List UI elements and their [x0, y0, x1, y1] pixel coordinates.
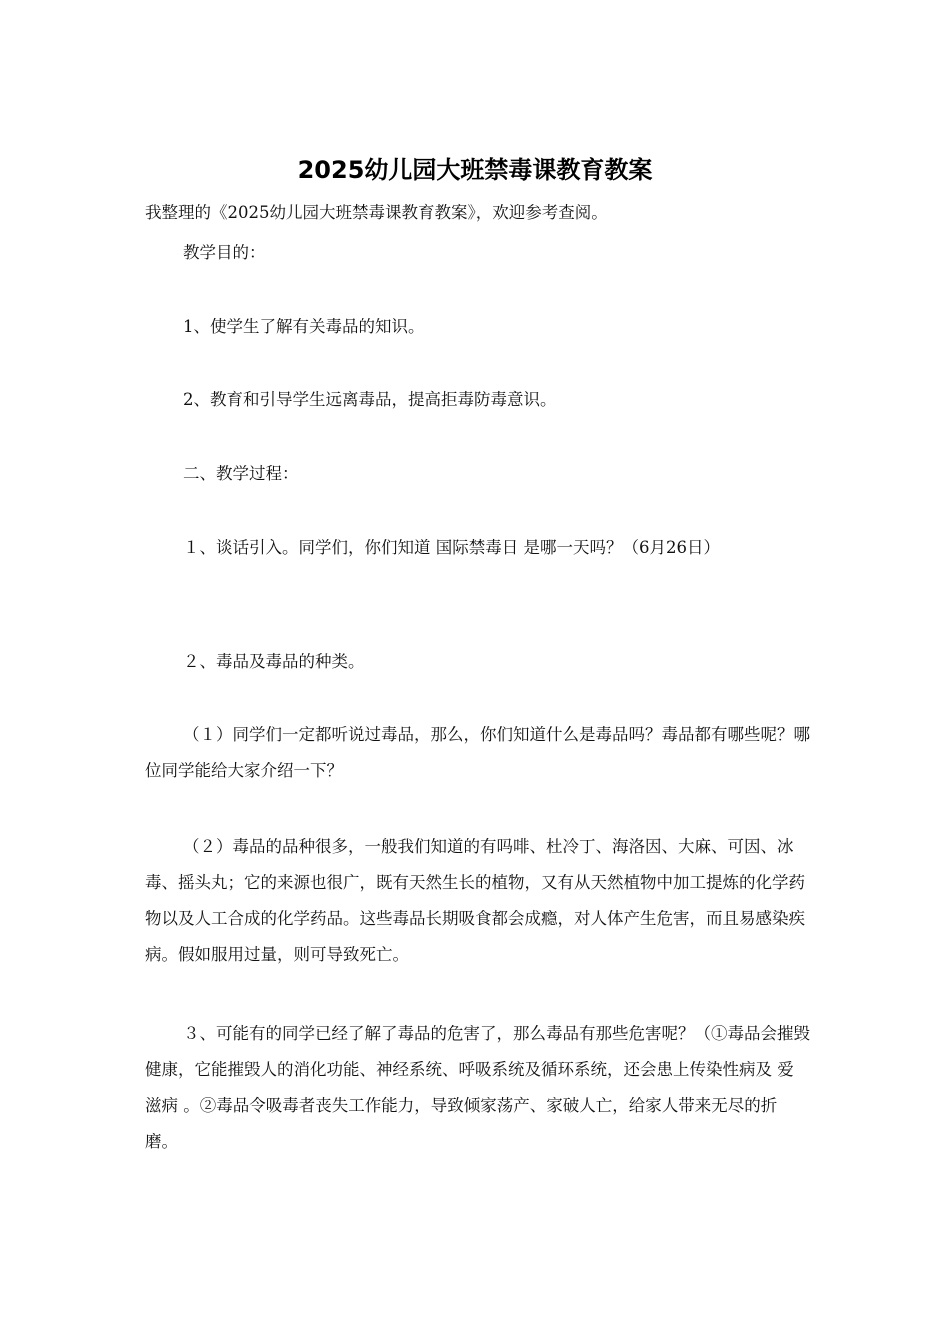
goal-heading: 教学目的：: [183, 243, 266, 262]
document-title: 2025幼儿园大班禁毒课教育教案: [297, 156, 653, 184]
goal-item-2: 2、教育和引导学生远离毒品，提高拒毒防毒意识。: [183, 390, 557, 409]
process-step-3: ３、可能有的同学已经了解了毒品的危害了，那么毒品有那些危害呢？（①毒品会摧毁健康，它能摧毁人的消化功能、神经系统、呼吸系统及循环系统，还会患上传染性病及 爱滋病 。②毒品令吸毒者丧失工作能力，导致倾家荡产、家破人亡，给家人带来无尽的折磨。: [145, 1024, 810, 1151]
process-step-2: ２、毒品及毒品的种类。: [183, 652, 365, 671]
process-step-2-sub-1: （１）同学们一定都听说过毒品，那么，你们知道什么是毒品吗？毒品都有哪些呢？哪位同学能给大家介绍一下？: [145, 725, 810, 780]
process-step-2-sub-2: （２）毒品的品种很多，一般我们知道的有吗啡、杜冷丁、海洛因、大麻、可因、冰毒、摇头丸；它的来源也很广，既有天然生长的植物，又有从天然植物中加工提炼的化学药物以及人工合成的化学药品。这些毒品长期吸食都会成瘾，对人体产生危害，而且易感染疾病。假如服用过量，则可导致死亡。: [145, 837, 805, 964]
process-heading: 二、教学过程：: [183, 464, 299, 483]
process-step-1: １、谈话引入。同学们，你们知道 国际禁毒日 是哪一天吗？（6月26日）: [183, 538, 720, 557]
goal-item-1: 1、使学生了解有关毒品的知识。: [183, 317, 425, 336]
document-intro: 我整理的《2025幼儿园大班禁毒课教育教案》，欢迎参考查阅。: [145, 203, 608, 222]
